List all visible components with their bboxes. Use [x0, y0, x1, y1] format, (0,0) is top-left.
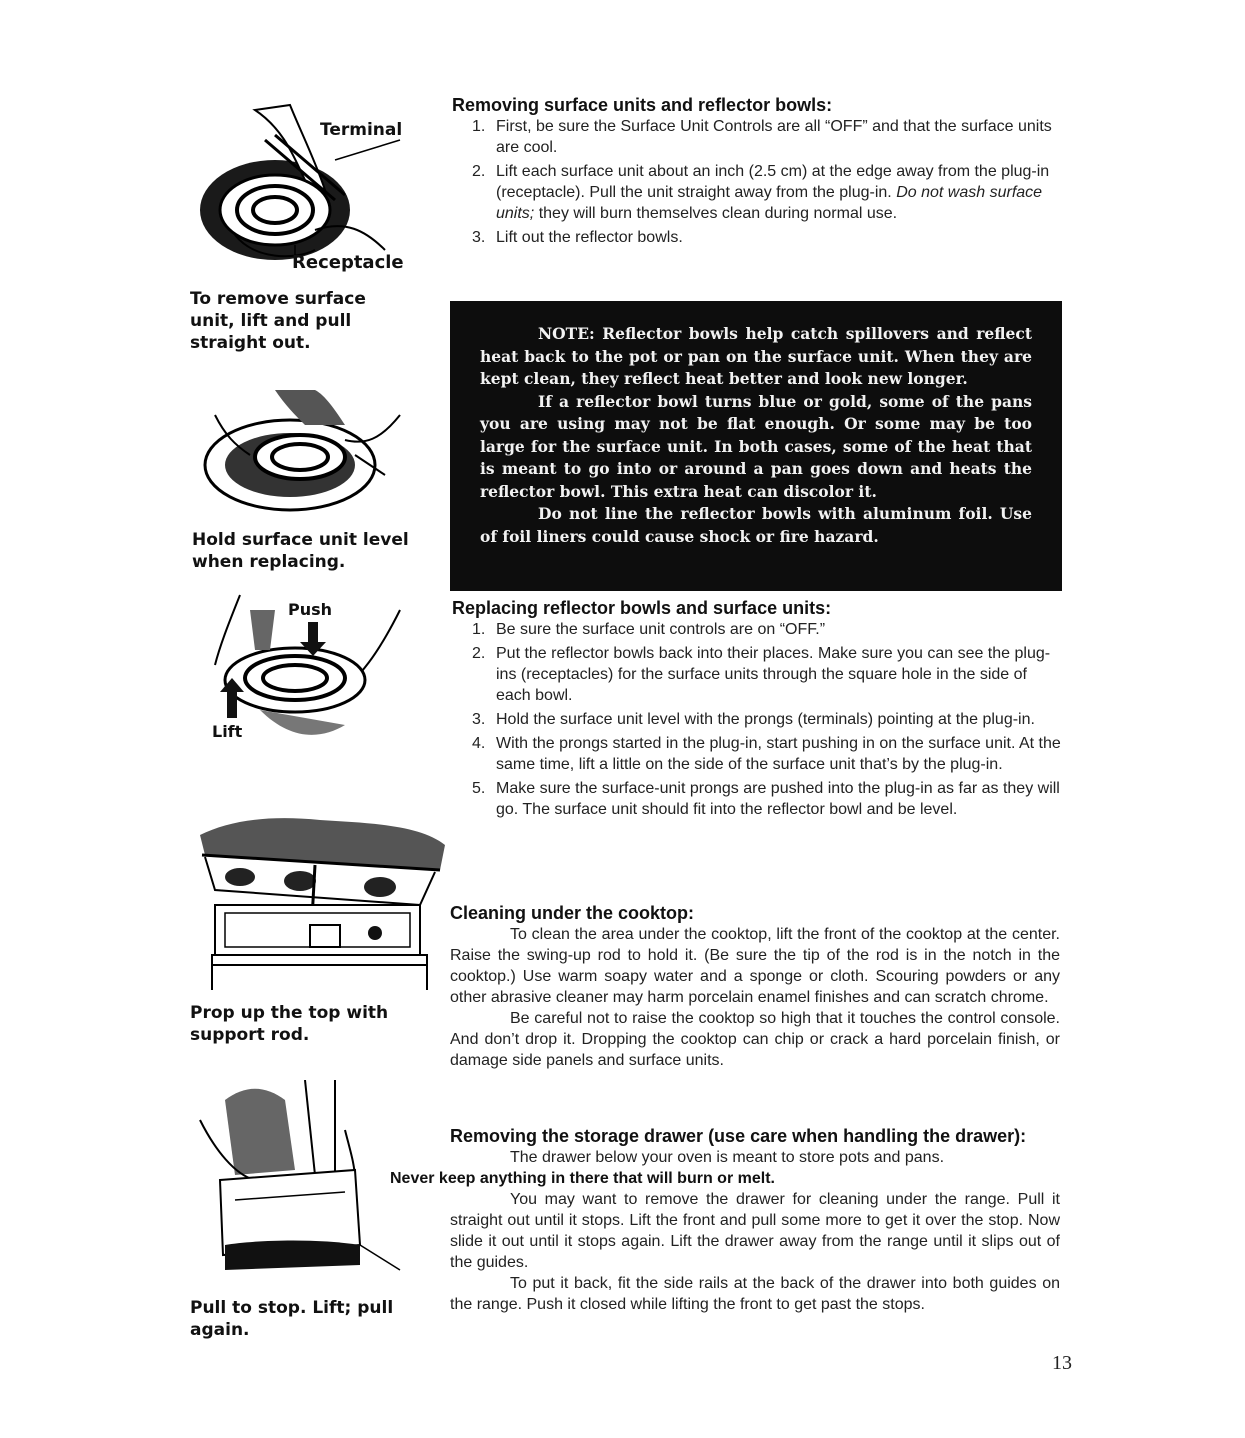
- terminal-label: Terminal: [320, 120, 403, 140]
- caption-pull-drawer: [190, 1297, 393, 1341]
- list-item: 4. With the prongs started in the plug-in, start pushing in on the surface unit. At the same time, lift a little on the side of the surface unit that’s by the plug-in.: [472, 735, 1061, 773]
- prop-up-illustration: [190, 815, 455, 995]
- push-arrow-icon: [308, 622, 318, 644]
- cleaning-text: [450, 924, 1060, 1071]
- removing-steps: [470, 116, 1065, 251]
- list-item: 2. Put the reflector bowls back into their places. Make sure you can see the plug-ins (receptacles) for the surface units through the square hole in the side of each bowl.: [472, 645, 1051, 704]
- caption-line: Pull to stop. Lift; pull: [190, 1298, 394, 1318]
- lift-label: Lift: [212, 722, 243, 741]
- push-label: Push: [288, 600, 333, 619]
- heading-cleaning: Cleaning under the cooktop:: [450, 903, 695, 923]
- caption-hold-level: [192, 529, 409, 573]
- caption-line: support rod.: [190, 1025, 310, 1045]
- caption-line: To remove surface: [190, 289, 366, 309]
- list-item: 3. Hold the surface unit level with the prongs (terminals) pointing at the plug-in.: [472, 711, 1035, 728]
- list-item: 3. Lift out the reflector bowls.: [472, 229, 683, 246]
- figure-hold-level: [195, 385, 420, 525]
- paragraph: To put it back, fit the side rails at the back of the drawer into both guides on the range. Push it closed while lifting the front to get past the stops.: [450, 1275, 1060, 1313]
- replacing-steps: [470, 619, 1065, 823]
- caption-prop-up: [190, 1002, 388, 1046]
- figure-pull-drawer: [195, 1080, 405, 1280]
- list-item: 5. Make sure the surface-unit prongs are pushed into the plug-in as far as they will go. The surface unit should fit into the reflector bowl and be level.: [472, 780, 1060, 818]
- caption-remove-unit: [190, 288, 366, 354]
- heading-removing-units: Removing surface units and reflector bowls:: [452, 95, 833, 115]
- caption-line: Prop up the top with: [190, 1003, 389, 1023]
- pull-drawer-illustration: [195, 1080, 405, 1280]
- paragraph: The drawer below your oven is meant to store pots and pans. Never keep anything in there that will burn or melt.: [390, 1149, 945, 1187]
- note-paragraph: If a reflector bowl turns blue or gold, some of the pans you are using may not be flat enough. Or some may be too large for the surface unit. In both cases, some of the heat that is meant to go into or around a pan goes down and heats the reflector bowl. This extra heat can discolor it.: [480, 391, 1032, 501]
- figure-prop-up-top: [190, 815, 455, 995]
- caption-line: Hold surface unit level: [192, 530, 409, 550]
- paragraph: To clean the area under the cooktop, lift the front of the cooktop at the center. Raise the swing-up rod to hold it. (Be sure the tip of the rod is in the notch in the cooktop.) Use warm soapy water and a sponge or cloth. Scouring powders or any other abrasive cleaner may harm porcelain enamel finishes and can scratch chrome.: [450, 926, 1060, 1006]
- note-box: [450, 301, 1062, 591]
- caption-line: straight out.: [190, 333, 311, 353]
- paragraph: You may want to remove the drawer for cleaning under the range. Pull it straight out until it stops. Lift the front and pull some more to get it over the stop. Now slide it out until it stops again. Lift the drawer away from the range until it slips out of the guides.: [450, 1191, 1060, 1271]
- heading-drawer: Removing the storage drawer (use care when handling the drawer):: [450, 1126, 1027, 1146]
- note-paragraph: Do not line the reflector bowls with aluminum foil. Use of foil liners could cause shock or fire hazard.: [480, 504, 1032, 546]
- heading-replacing: Replacing reflector bowls and surface units:: [452, 598, 832, 618]
- hold-level-illustration: [195, 385, 420, 525]
- drawer-text: [390, 1147, 1060, 1315]
- list-item: 1. Be sure the surface unit controls are on “OFF.”: [472, 621, 826, 638]
- caption-line: unit, lift and pull: [190, 311, 352, 331]
- lift-arrow-icon: [227, 690, 237, 718]
- receptacle-label: Receptacle: [292, 252, 404, 273]
- caption-line: when replacing.: [192, 552, 346, 572]
- note-paragraph: NOTE: Reflector bowls help catch spillovers and reflect heat back to the pot or pan on the surface unit. When they are kept clean, they reflect heat better and look new longer.: [480, 324, 1032, 388]
- list-item: 2. Lift each surface unit about an inch (2.5 cm) at the edge away from the plug-in (receptacle). Pull the unit straight away from the plug-in. Do not wash surface units; they will burn themselves clean during normal use.: [472, 163, 1050, 222]
- page-number: 13: [1052, 1352, 1072, 1374]
- paragraph: Be careful not to raise the cooktop so high that it touches the control console. And don’t drop it. Dropping the cooktop can chip or crack a hard porcelain finish, or damage side panels and surface units.: [450, 1010, 1060, 1069]
- caption-line: again.: [190, 1320, 250, 1340]
- list-item: 1. First, be sure the Surface Unit Controls are all “OFF” and that the surface units are cool.: [472, 118, 1052, 156]
